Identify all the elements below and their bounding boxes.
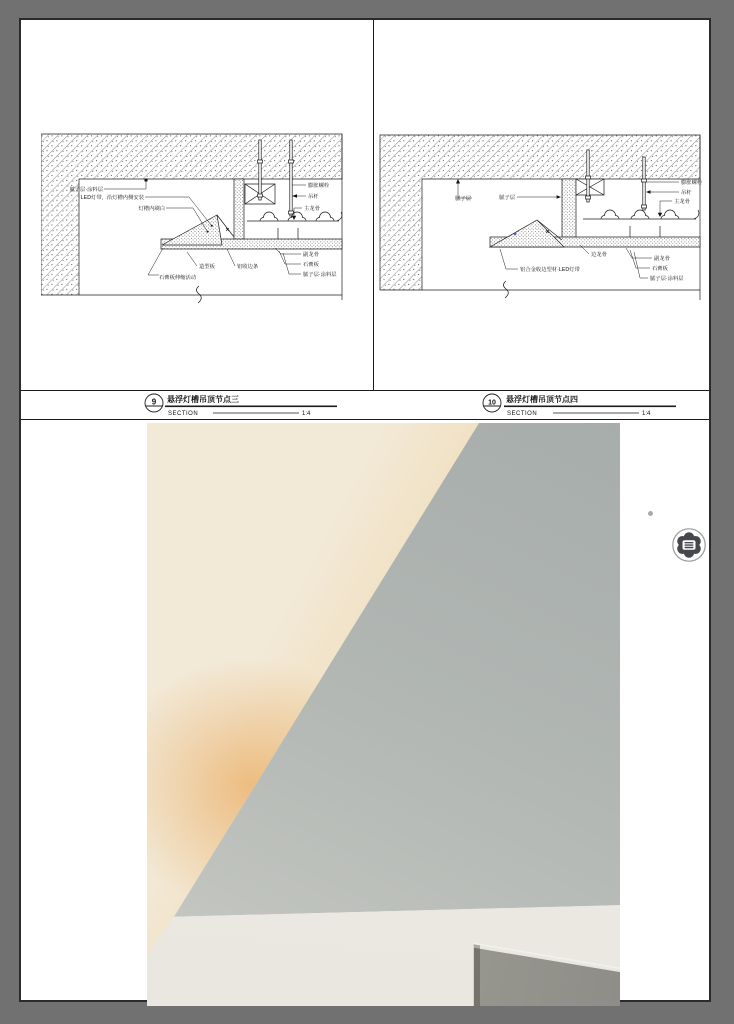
detail-title: 悬浮灯槽吊顶节点三 xyxy=(167,395,239,404)
label-sub-keel: 副龙骨 xyxy=(303,252,319,258)
cad-detail-node-3 xyxy=(41,132,343,304)
label-main-keel: 主龙骨 xyxy=(674,199,690,205)
label-alu-led: 铝合金收边型材·LED灯带 xyxy=(520,267,580,273)
label-gypsum-board: 石膏板 xyxy=(303,262,319,268)
cove-lighting-photo xyxy=(147,423,620,1006)
scale-value: 1:4 xyxy=(642,411,651,417)
label-edge-keel: 边龙骨 xyxy=(591,252,607,258)
gear-document-icon xyxy=(671,527,707,563)
detail-number: 9 xyxy=(151,397,157,407)
label-putty-paint: 腻子层·涂料层 xyxy=(650,276,684,282)
panel-divider-line xyxy=(373,20,374,390)
label-expansion-bolt: 膨胀螺栓 xyxy=(681,180,703,186)
detail-title: 悬浮灯槽吊顶节点四 xyxy=(506,395,578,404)
label-sub-keel: 副龙骨 xyxy=(654,256,670,262)
drawing-sheet-page xyxy=(19,18,711,1002)
title-strip-bottom-line xyxy=(21,419,709,420)
title-block-node-4 xyxy=(479,391,691,418)
label-putty-1: 腻子层 xyxy=(455,196,471,202)
label-gypsum-movement: 石膏板伸缩活动 xyxy=(159,275,197,281)
label-hanger-rod: 吊杆 xyxy=(308,194,319,200)
label-hanger-rod: 吊杆 xyxy=(681,190,692,196)
label-gypsum-board: 石膏板 xyxy=(652,266,668,272)
title-block-node-3 xyxy=(141,391,341,418)
label-putty-2: 腻子层 xyxy=(499,195,515,201)
label-putty-paint: 腻子层·涂料层 xyxy=(69,187,103,193)
section-label: SECTION xyxy=(168,411,199,417)
gear-card-lines xyxy=(685,542,694,548)
label-expansion-bolt: 膨胀螺栓 xyxy=(308,183,330,189)
cad-detail-node-4 xyxy=(378,132,704,304)
label-trough-white: 灯槽内刷白 xyxy=(138,206,165,212)
photo-artifact-dot xyxy=(648,511,653,516)
label-edge-trim: 铝收边条 xyxy=(237,264,259,270)
title-underline xyxy=(165,406,337,408)
label-led-strip: LED灯带，沿灯槽内侧安装 xyxy=(80,195,144,201)
label-main-keel: 主龙骨 xyxy=(304,206,320,212)
label-shaped-board: 造型板 xyxy=(199,264,215,270)
title-underline xyxy=(504,406,676,408)
detail-number: 10 xyxy=(488,399,496,407)
label-putty-paint-2: 腻子层·涂料层 xyxy=(303,272,337,278)
scale-value: 1:4 xyxy=(302,411,311,417)
section-label: SECTION xyxy=(507,411,538,417)
